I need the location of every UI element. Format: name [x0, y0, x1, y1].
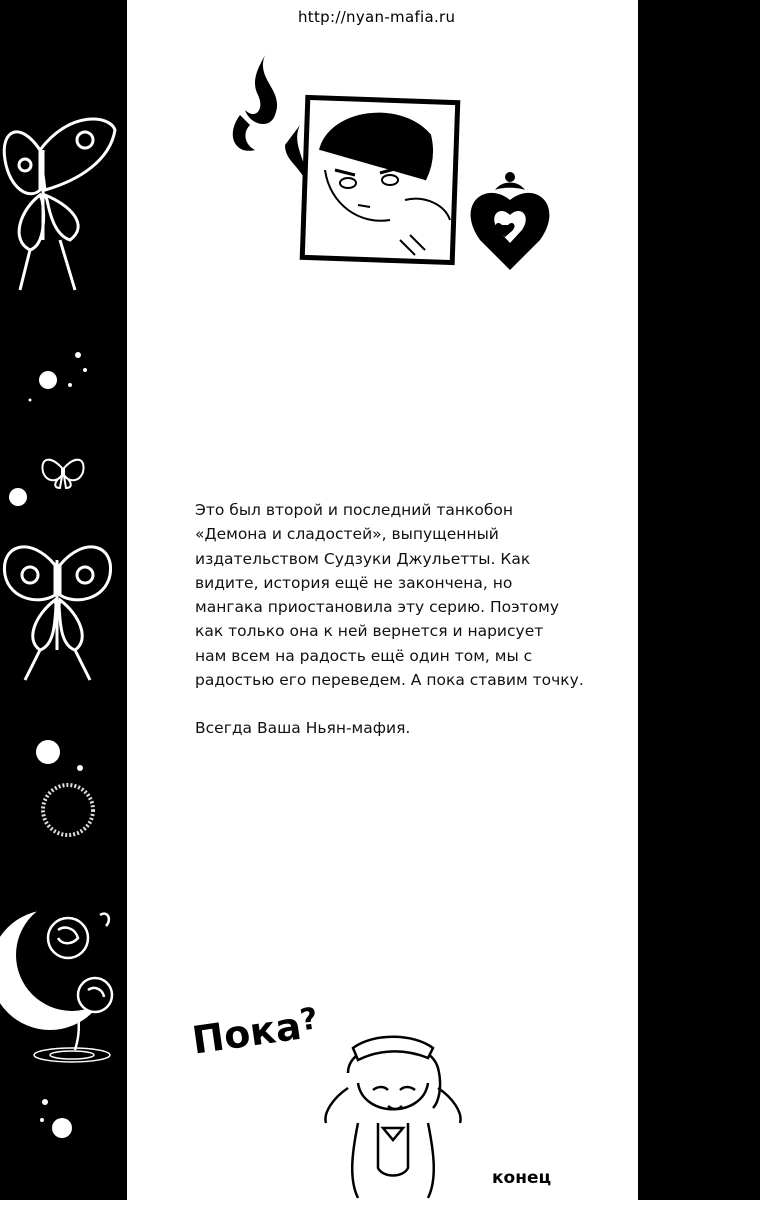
left-decorative-strip [0, 0, 127, 1200]
ring-icon [43, 785, 93, 835]
bye-word: Пока [189, 1003, 304, 1063]
sparkle-icon [36, 740, 60, 764]
end-label: конец [492, 1168, 552, 1188]
character-portrait-illustration [230, 55, 590, 305]
note-signoff: Всегда Ваша Ньян-мафия. [195, 719, 411, 738]
note-line: мангака приостановила эту серию. Поэтому [195, 598, 560, 617]
small-butterfly-icon [42, 460, 83, 488]
tribal-flourish-icon [233, 55, 306, 180]
chibi-girl-illustration [318, 1028, 468, 1200]
note-line: «Демона и сладостей», выпущенный [195, 525, 499, 544]
translator-note [195, 498, 615, 741]
sparkle-icon [9, 488, 27, 506]
sparkle-icon [40, 1099, 72, 1138]
sparkle-icon [77, 765, 83, 771]
site-url-link[interactable]: http://nyan-mafia.ru [298, 8, 456, 26]
left-strip-ornaments [0, 0, 127, 1200]
note-line: Это был второй и последний танкобон [195, 501, 514, 519]
bye-handwritten-text [190, 1001, 322, 1062]
note-line: нам всем на радость ещё один том, мы с [195, 646, 533, 665]
note-line: издательством Судзуки Джульетты. Как [195, 549, 531, 568]
sparkle-icon [29, 352, 88, 402]
note-line: как только она к ней вернется и нарисует [195, 622, 544, 641]
note-line: радостью его переведем. А пока ставим точку. [195, 671, 584, 690]
right-black-strip [638, 0, 760, 1200]
water-ripple-icon [34, 1048, 110, 1062]
butterfly-icon [4, 119, 115, 290]
heart-question-icon: ? [297, 1001, 320, 1039]
note-line: видите, история ещё не закончена, но [195, 573, 513, 592]
butterfly-icon [4, 547, 110, 680]
ornate-heart-icon [471, 172, 550, 270]
